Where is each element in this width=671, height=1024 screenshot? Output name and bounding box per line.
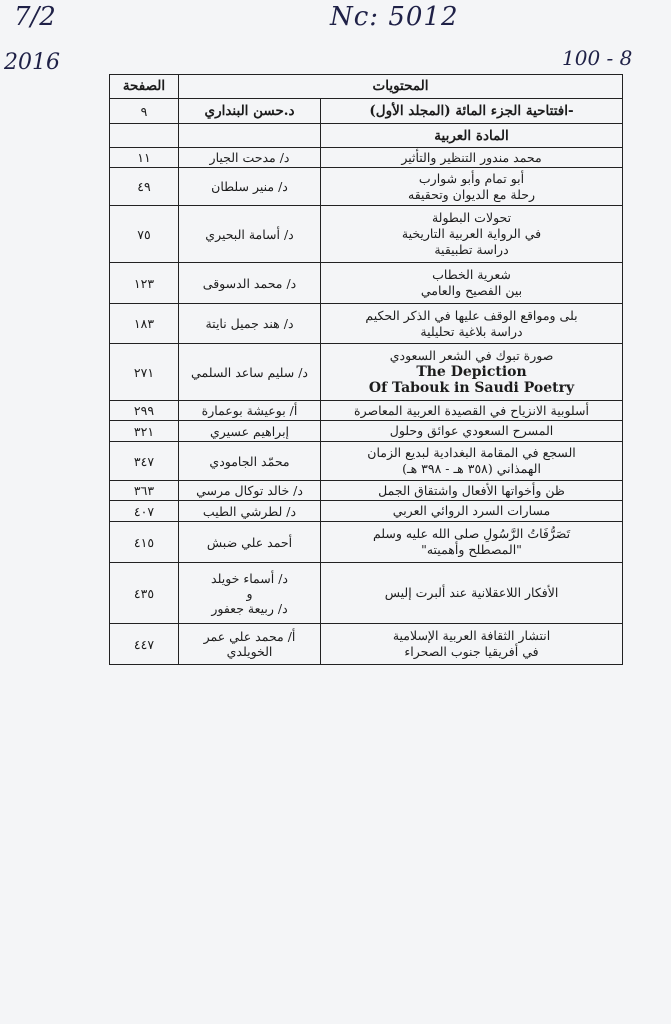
entry-title-line: انتشار الثقافة العربية الإسلامية <box>392 628 551 643</box>
table-row <box>110 401 623 421</box>
entry-author <box>179 263 321 304</box>
entry-author <box>179 563 321 624</box>
entry-author <box>179 206 321 263</box>
entry-author-line: د/ منير سلطان <box>211 179 288 194</box>
entry-author <box>179 401 321 421</box>
entry-author-line: د/ مدحت الجيار <box>209 150 290 165</box>
entry-title <box>321 481 623 501</box>
table-header-row <box>110 75 623 99</box>
entry-title-line: دراسة تطبيقية <box>434 242 509 257</box>
entry-author <box>179 124 321 148</box>
entry-author-line: و <box>246 585 253 601</box>
table-row <box>110 124 623 148</box>
entry-author <box>179 501 321 522</box>
entry-page-number: ٤٤٧ <box>110 624 179 665</box>
entry-page-number: ٧٥ <box>110 206 179 263</box>
entry-title-line: في الرواية العربية التاريخية <box>401 226 542 241</box>
table-row <box>110 624 623 665</box>
entry-author <box>179 304 321 344</box>
entry-title-line: بلى ومواقع الوقف عليها في الذكر الحكيم <box>365 307 578 323</box>
entry-author <box>179 148 321 168</box>
table-row <box>110 501 623 522</box>
entry-author-line: د/ هند جميل نايتة <box>205 316 294 331</box>
entry-page-number: ٤١٥ <box>110 522 179 563</box>
entry-title-line: تَصَرُّفَاتُ الرَّسُولِ صلى الله عليه وسلم <box>372 526 571 541</box>
entry-title <box>321 304 623 344</box>
entry-author <box>179 168 321 206</box>
entry-title-english-line: The Depiction <box>416 364 527 380</box>
entry-page-number: ٤٠٧ <box>110 501 179 522</box>
entry-author-line: أ/ بوعيشة بوعمارة <box>201 403 298 418</box>
entry-author <box>179 421 321 442</box>
table-row <box>110 263 623 304</box>
handwritten-date: 7/2 <box>14 2 56 32</box>
entry-page-number: ٩ <box>110 99 179 124</box>
entry-title-line: صورة تبوك في الشعر السعودي <box>389 348 554 363</box>
entry-page-number: ١١ <box>110 148 179 168</box>
entry-author-line: د/ سليم ساعد السلمي <box>191 364 308 380</box>
table-row <box>110 442 623 481</box>
table-row <box>110 344 623 401</box>
entry-title <box>321 148 623 168</box>
entry-page-number <box>110 124 179 148</box>
table-row <box>110 168 623 206</box>
entry-author <box>179 442 321 481</box>
entry-title <box>321 624 623 665</box>
entry-title <box>321 421 623 442</box>
entry-page-number: ٤٩ <box>110 168 179 206</box>
entry-title-line: شعرية الخطاب <box>432 267 511 282</box>
table-row <box>110 522 623 563</box>
entry-title-line: أسلوبية الانزياح في القصيدة العربية المعاصرة <box>354 402 590 418</box>
entry-author <box>179 481 321 501</box>
entry-page-number: ١٨٣ <box>110 304 179 344</box>
entry-title <box>321 401 623 421</box>
entry-page-number: ٣٤٧ <box>110 442 179 481</box>
entry-title-line: دراسة بلاغية تحليلية <box>420 323 523 339</box>
contents-heading: المحتويات <box>179 75 623 99</box>
entry-title-line: "المصطلح وأهميته" <box>421 542 522 557</box>
entry-page-number: ٣٦٣ <box>110 481 179 501</box>
entry-title-line: المادة العربية <box>434 127 509 144</box>
entry-page-number: ٤٣٥ <box>110 563 179 624</box>
entry-title-line: ظن وأخواتها الأفعال واشتقاق الجمل <box>378 482 565 498</box>
entry-page-number: ٣٢١ <box>110 421 179 442</box>
entry-author-line: د/ لطرشي الطيب <box>202 503 297 519</box>
entry-author <box>179 522 321 563</box>
table-row <box>110 99 623 124</box>
table-row <box>110 421 623 442</box>
table-row <box>110 304 623 344</box>
entry-title-line: الهمذاني (٣٥٨ هـ - ٣٩٨ هـ) <box>402 461 541 476</box>
entry-author <box>179 344 321 401</box>
entry-author-line: د.حسن البنداري <box>204 102 295 119</box>
entry-title <box>321 563 623 624</box>
entry-author-line: د/ محمد الدسوقى <box>202 275 297 291</box>
handwritten-code: Nc: 5012 <box>330 2 459 32</box>
table-row <box>110 481 623 501</box>
entry-title <box>321 168 623 206</box>
contents-table <box>109 74 623 665</box>
entry-title-line: بين الفصيح والعامي <box>420 283 523 298</box>
entry-author-line: د/ ربيعة جعفور <box>211 600 288 616</box>
entry-author-line: د/ أسماء خويلد <box>211 570 288 586</box>
entry-title-line: السجع في المقامة البغدادية لبديع الزمان <box>367 445 576 460</box>
entry-author-line: د/ أسامة البحيري <box>205 226 294 242</box>
entry-author-line: أحمد علي ضبش <box>206 534 293 550</box>
entry-title-line: في أفريقيا جنوب الصحراء <box>404 644 539 659</box>
page-column-heading: الصفحة <box>110 75 179 99</box>
entry-title <box>321 206 623 263</box>
entry-title <box>321 522 623 563</box>
entry-author <box>179 99 321 124</box>
entry-author-line: محمّد الجامودي <box>209 453 290 469</box>
entry-title <box>321 99 623 124</box>
entry-title <box>321 501 623 522</box>
entry-title-line: محمد مندور التنظير والتأثير <box>401 149 542 165</box>
table-row <box>110 148 623 168</box>
entry-page-number: ١٢٣ <box>110 263 179 304</box>
entry-title <box>321 442 623 481</box>
entry-title <box>321 124 623 148</box>
entry-author-line: الخويلدي <box>226 644 273 659</box>
handwritten-page-mark: 100 - 8 <box>562 46 633 70</box>
entry-title-english-line: Of Tabouk in Saudi Poetry <box>368 380 575 396</box>
entry-title <box>321 263 623 304</box>
handwritten-year: 2016 <box>4 50 60 75</box>
entry-author-line: أ/ محمد علي عمر <box>203 629 296 644</box>
entry-title-line: الأفكار اللاعقلانية عند ألبرت إليس <box>384 585 559 600</box>
entry-title-line: تحولات البطولة <box>431 210 512 225</box>
entry-author-line: إبراهيم عسيري <box>209 423 290 439</box>
entry-page-number: ٢٧١ <box>110 344 179 401</box>
entry-title-line: رحلة مع الديوان وتحقيقه <box>408 186 536 202</box>
entry-page-number: ٢٩٩ <box>110 401 179 421</box>
entry-title-line: المسرح السعودي عوائق وحلول <box>389 423 554 438</box>
entry-author <box>179 624 321 665</box>
entry-title <box>321 344 623 401</box>
table-body <box>110 99 623 665</box>
entry-author-line: د/ خالد توكال مرسي <box>196 483 303 498</box>
entry-title-line: -افتتاحية الجزء المائة (المجلد الأول) <box>369 103 574 119</box>
entry-title-line: أبو تمام وأبو شوارب <box>418 170 525 186</box>
entry-title-line: مسارات السرد الروائي العربي <box>392 503 551 518</box>
table-row <box>110 563 623 624</box>
table-row <box>110 206 623 263</box>
